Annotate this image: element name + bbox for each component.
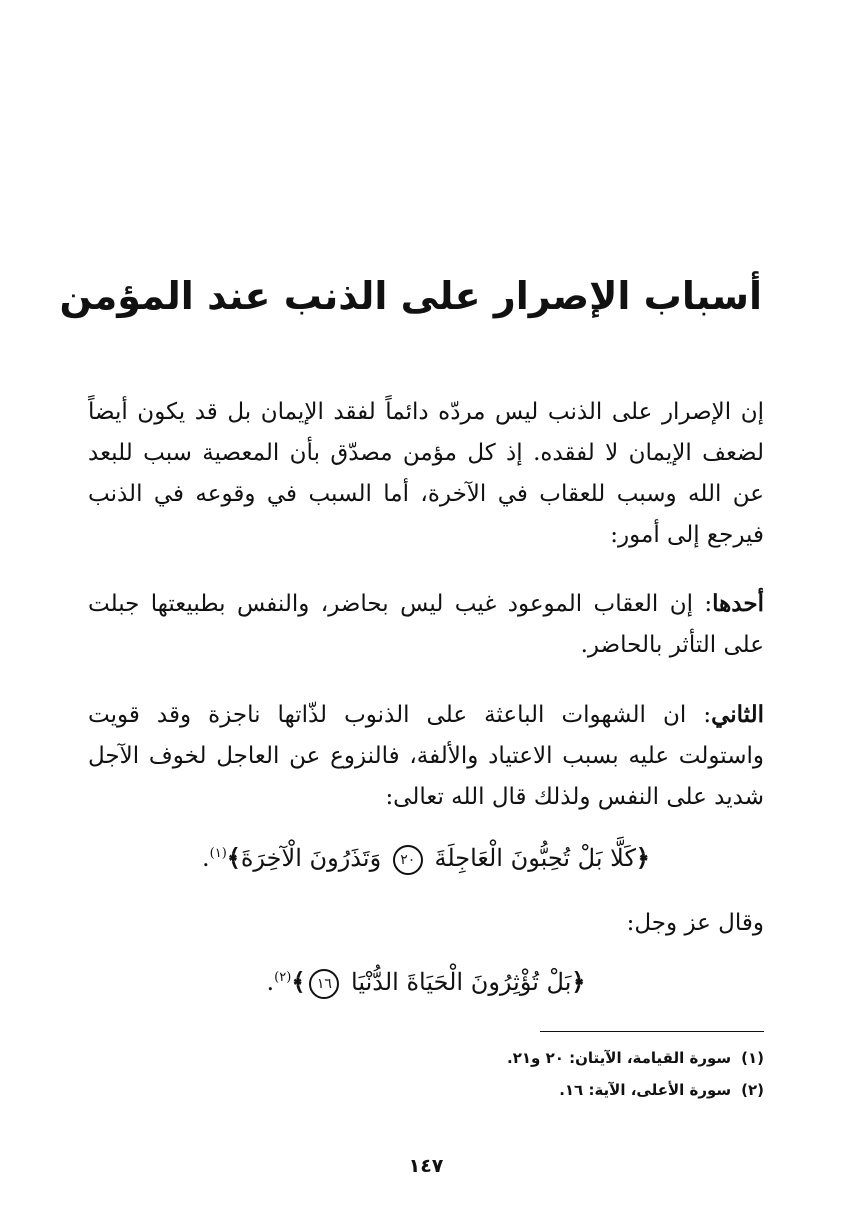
verse-open-bracket: ﴿ — [635, 843, 650, 872]
footnotes — [344, 1042, 764, 1106]
verse-open-bracket: ﴿ — [571, 967, 586, 996]
footnote-ref: (٢) — [274, 970, 292, 985]
second-reason-paragraph — [88, 694, 764, 818]
verse-text-part-b: وَتَذَرُونَ الْآخِرَةَ — [240, 844, 382, 872]
verse-close-bracket: ﴾ — [291, 967, 306, 996]
first-reason-label: أحدها — [712, 590, 764, 617]
first-reason-text: : إن العقاب الموعود غيب ليس بحاضر، والنفس بطبيعتها جبلت على التأثر بالحاضر. — [88, 591, 764, 658]
first-reason-paragraph — [88, 583, 764, 666]
chapter-title: أسباب الإصرار على الذنب عند المؤمن — [59, 274, 762, 318]
verse-end-punctuation: . — [202, 844, 210, 872]
footnote-text: سورة القيامة، الآيتان: ٢٠ و٢١. — [507, 1049, 732, 1067]
footnote-text: سورة الأعلى، الآية: ١٦. — [559, 1081, 732, 1099]
footnote-divider — [540, 1031, 764, 1032]
footnote-item — [344, 1074, 764, 1106]
page-number: ١٤٧ — [408, 1155, 444, 1177]
intro-paragraph: إن الإصرار على الذنب ليس مردّه دائماً لفقد الإيمان بل قد يكون أيضاً لضعف الإيمان لا لفقده. إذ كل مؤمن مصدّق بأن المعصية سبب للبعد عن الله وسبب للعقاب في الآخرة، أما السبب في وقوعه في الذنب فيرجع إلى أمور: — [88, 399, 764, 548]
second-reason-text: : ان الشهوات الباعثة على الذنوب لذّاتها ناجزة وقد قويت واستولت عليه بسبب الاعتياد والألفة، فالنزوع عن العاجل لخوف الآجل شديد على النفس ولذلك قال الله تعالى: — [88, 702, 764, 810]
footnote-ref: (١) — [209, 846, 227, 861]
second-reason-label: الثاني — [711, 701, 764, 728]
verse-number-marker: ١٦ — [309, 969, 339, 999]
verse-number-marker: ٢٠ — [393, 845, 423, 875]
intro-to-verse-2: وقال عز وجل: — [626, 910, 764, 936]
verse-close-bracket: ﴾ — [226, 843, 241, 872]
quran-verse-1 — [88, 838, 764, 878]
footnote-number: (٢) — [741, 1081, 764, 1099]
verse-text-part-a: كَلَّا بَلْ تُحِبُّونَ الْعَاجِلَةَ — [434, 844, 636, 872]
verse-end-punctuation: . — [266, 968, 275, 996]
verse-text-part-a: بَلْ تُؤْثِرُونَ الْحَيَاةَ الدُّنْيَا — [351, 968, 572, 996]
quran-verse-2 — [88, 962, 764, 1002]
footnote-item — [344, 1042, 764, 1074]
footnote-number: (١) — [741, 1049, 764, 1067]
